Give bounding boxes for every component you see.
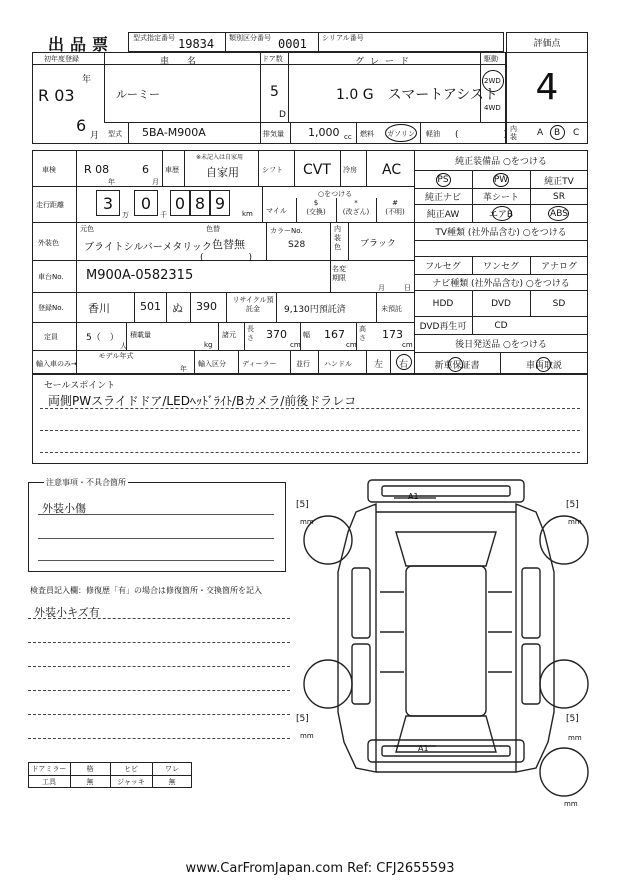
- mileage-circle-note: ○をつける: [318, 190, 353, 198]
- shaken-value: R 08: [84, 163, 110, 176]
- footer-reference: www.CarFromJapan.com Ref: CFJ2655593: [185, 860, 455, 876]
- tire-rear-left: [304, 660, 352, 708]
- grade-value: 1.0 G スマートアシスト: [336, 87, 498, 103]
- load-label: 積載量: [130, 331, 151, 339]
- reg-label: 登録No.: [38, 304, 64, 312]
- rear-mark-a1: A1: [418, 744, 429, 753]
- mileage-digit-4: 8: [190, 190, 210, 216]
- type-no-label: 型式指定番号: [133, 34, 175, 42]
- interior-label: 内装: [510, 125, 517, 141]
- score-value: 4: [535, 66, 559, 108]
- tools-value: 無: [86, 778, 94, 786]
- mileage-digit-1: 3: [96, 190, 120, 216]
- shift-value: CVT: [303, 162, 331, 178]
- history-value: 自家用: [206, 166, 239, 179]
- color-value: ブライトシルバーメタリック: [84, 242, 212, 253]
- equip-tv: 純正TV: [544, 176, 574, 187]
- reg-class: 501: [140, 300, 161, 313]
- interior-grade-c: C: [573, 128, 580, 138]
- first-reg-year: R 03: [38, 86, 75, 105]
- width-cm: cm: [346, 341, 357, 349]
- drive-label: 駆動: [484, 55, 498, 63]
- mileage-sen: 千: [160, 211, 167, 219]
- navi-sd: SD: [552, 299, 566, 309]
- door-mirror-label: ドアミラー: [31, 765, 67, 773]
- first-reg-label: 初年度登録: [44, 55, 79, 63]
- handle-label: ハンドル: [324, 360, 352, 368]
- load-kg: kg: [204, 341, 213, 349]
- length-label: 長さ: [247, 325, 254, 342]
- tv-analog: アナログ: [540, 262, 577, 272]
- color-label: 外装色: [38, 239, 59, 247]
- type-code: 5BA-M900A: [142, 126, 206, 139]
- category-no-label: 類別区分番号: [229, 34, 271, 42]
- shaken-month: 6: [142, 163, 149, 176]
- history-note: ※未記入は自家用: [196, 154, 244, 161]
- notes-text: 外装小傷: [42, 502, 86, 515]
- type-no-value: 19834: [178, 37, 215, 51]
- tread-rear-right: [5]: [566, 714, 579, 724]
- shaken-year-unit: 年: [108, 178, 115, 186]
- tread-rear-left: [5]: [296, 714, 309, 724]
- fuel-value: ガソリン: [387, 130, 415, 138]
- docs-head: 後日発送品 ○をつける: [455, 340, 547, 350]
- docs-manual: 車両取説: [525, 360, 562, 371]
- navi-hdd: HDD: [432, 299, 454, 309]
- interior-color-label: 内装色: [334, 225, 341, 251]
- notes-label: 注意事項・不具合箇所: [46, 478, 126, 487]
- model-year-unit: 年: [180, 365, 187, 373]
- equip-ps: PS: [437, 175, 449, 185]
- category-no-value: 0001: [278, 37, 307, 51]
- length-cm: cm: [290, 341, 301, 349]
- ac-label: 冷房: [343, 166, 357, 174]
- equip-pw-circle: [493, 173, 509, 187]
- tamper-label: * (改ざん): [342, 199, 370, 216]
- navi-head: ナビ種類 (社外品含む) ○をつける: [432, 279, 570, 289]
- jack-label: ジャッキ: [117, 778, 145, 786]
- model-year-label: モデル年式: [98, 352, 134, 360]
- handle-right: 右: [399, 360, 409, 370]
- name-change-day: 日: [404, 284, 411, 292]
- sales-point-box: [32, 374, 588, 464]
- recycle-unpaid: 未預託: [381, 305, 402, 313]
- sales-point-text: 両側PWスライドドア/LEDﾍｯﾄﾞﾗｲﾄ/Bカメラ/前後ドラレコ: [48, 394, 357, 408]
- height-value: 173: [382, 328, 403, 341]
- exchange-label: $ (交換): [306, 199, 326, 216]
- interior-grade-a: A: [537, 128, 544, 138]
- import-label: 輸入車のみ→: [36, 360, 77, 368]
- equip-pw: PW: [493, 175, 509, 185]
- mileage-digit-5: 9: [210, 190, 230, 216]
- model-name-label: 車名: [160, 57, 215, 67]
- inspector-label: 検査員記入欄：修復歴「有」の場合は修復箇所・交換箇所を記入: [30, 586, 262, 595]
- navi-dvd: DVD: [491, 299, 511, 309]
- reg-area: 香川: [88, 302, 110, 315]
- docs-warranty: 新車保証書: [434, 360, 480, 371]
- interior-grade-b: B: [554, 128, 561, 138]
- vin-label: 車台No.: [38, 273, 64, 281]
- mile-label: マイル: [266, 207, 287, 215]
- drive-2wd: 2WD: [484, 77, 501, 85]
- door-mirror-value: 格: [86, 765, 94, 773]
- reg-num: 390: [196, 300, 217, 313]
- model-name-value: ルーミー: [116, 88, 160, 101]
- history-label: 車歴: [165, 166, 179, 174]
- dims-label: 諸元: [222, 331, 236, 339]
- vin-value: M900A-0582315: [86, 268, 194, 283]
- front-bumper-shape: [368, 480, 524, 502]
- shift-label: シフト: [262, 166, 283, 174]
- car-diagram: [296, 472, 596, 816]
- tread-rear-right-mm: mm: [568, 734, 582, 742]
- name-change-label: 名変期限: [332, 265, 346, 282]
- equip-ps-circle: [436, 173, 451, 187]
- shaken-month-unit: 月: [152, 178, 159, 186]
- mileage-digit-2: 0: [134, 190, 158, 216]
- year-unit: 年: [82, 75, 92, 85]
- recycle-label: リサイクル預託金: [232, 296, 274, 313]
- tire-rear-right: [540, 660, 588, 708]
- tv-fullseg: フルセグ: [425, 262, 461, 272]
- color-no-value: S28: [288, 240, 306, 250]
- drive-4wd: 4WD: [484, 104, 501, 112]
- ac-value: AC: [382, 162, 402, 178]
- type-label: 型式: [108, 130, 122, 138]
- interior-color-value: ブラック: [360, 239, 396, 249]
- capacity-value: 5（ ）: [86, 333, 119, 343]
- orig-color-label: 元色: [80, 225, 94, 233]
- light-oil-label: 軽油: [426, 130, 440, 138]
- month-unit: 月: [90, 131, 100, 141]
- navi-cd: CD: [494, 320, 508, 331]
- spare-tire: [540, 748, 588, 796]
- rear-bumper-shape: [368, 740, 524, 762]
- color-no-label: カラーNo.: [270, 227, 303, 235]
- break-label: ワレ: [165, 765, 179, 773]
- roof-shape: [406, 566, 486, 716]
- score-label: 評価点: [533, 38, 561, 49]
- mileage-label: 走行距離: [36, 201, 64, 209]
- recycle-value: 9,130円預託済: [284, 305, 346, 315]
- light-oil-parens: ( ): [455, 130, 508, 140]
- door-type: D: [279, 110, 286, 120]
- spare-mm: mm: [564, 800, 578, 808]
- docs-warranty-circle: [448, 357, 463, 372]
- repaint-parens: ( ): [200, 253, 253, 263]
- handle-left: 左: [374, 360, 384, 370]
- fuel-label: 燃料: [360, 130, 374, 138]
- mileage-km: km: [242, 210, 253, 218]
- equip-airbag-circle: [492, 206, 512, 221]
- front-mark-a1: A1: [408, 492, 419, 501]
- equipment-head: 純正装備品 ○をつける: [455, 156, 547, 167]
- displacement-value: 1,000: [308, 126, 340, 139]
- serial-no-label: シリアル番号: [322, 34, 364, 42]
- crack-label: ヒビ: [124, 765, 138, 773]
- doors-value: 5: [270, 84, 279, 100]
- equip-leather: 革シート: [482, 193, 519, 203]
- tv-oneseg: ワンセグ: [482, 262, 519, 272]
- name-change-month: 月: [378, 284, 385, 292]
- reg-kana: ぬ: [172, 302, 183, 315]
- equip-aw: 純正AW: [426, 210, 460, 220]
- first-reg-month: 6: [76, 116, 87, 135]
- parallel-option: 並行: [296, 360, 310, 368]
- shaken-label: 車検: [42, 166, 56, 174]
- repaint-value: 色替無: [212, 238, 245, 251]
- tread-front-left: [5]: [296, 500, 309, 510]
- displacement-label: 排気量: [263, 130, 284, 138]
- height-label: 高さ: [359, 325, 366, 342]
- cc-unit: cc: [344, 133, 352, 141]
- grade-label: グレード: [355, 57, 416, 67]
- tv-head: TV種類 (社外品含む) ○をつける: [435, 228, 567, 238]
- tread-front-left-mm: mm: [300, 518, 314, 526]
- doors-label: ドア数: [262, 55, 283, 63]
- width-label: 幅: [303, 331, 310, 339]
- equip-abs: ABS: [550, 208, 568, 219]
- length-value: 370: [266, 328, 287, 341]
- tread-front-right-mm: mm: [568, 518, 582, 526]
- repaint-label: 色替: [206, 225, 220, 233]
- unknown-label: # (不明): [385, 199, 405, 216]
- dealer-option: ディーラー: [242, 360, 277, 368]
- inspector-text: 外装小キズ有: [34, 606, 100, 619]
- equip-airbag: エアB: [488, 210, 514, 220]
- tread-front-right: [5]: [566, 500, 579, 510]
- equip-abs-circle: [548, 206, 569, 221]
- tread-rear-left-mm: mm: [300, 732, 314, 740]
- import-type-label: 輸入区分: [198, 360, 226, 368]
- mileage-digit-3: 0: [170, 190, 190, 216]
- navi-dvd-play: DVD再生可: [419, 322, 467, 332]
- width-value: 167: [324, 328, 345, 341]
- document-title: 出品票: [48, 35, 115, 54]
- capacity-label: 定員: [44, 333, 58, 341]
- height-cm: cm: [402, 341, 413, 349]
- docs-manual-circle: [536, 357, 551, 372]
- person-unit: 人: [120, 342, 127, 350]
- tools-label: 工具: [42, 778, 56, 786]
- notes-box: [28, 482, 286, 572]
- mileage-man: 万: [122, 211, 129, 219]
- jack-value: 無: [168, 778, 176, 786]
- sales-point-label: セールスポイント: [44, 381, 116, 391]
- equip-sr: SR: [553, 191, 565, 202]
- equip-navi: 純正ナビ: [424, 193, 461, 203]
